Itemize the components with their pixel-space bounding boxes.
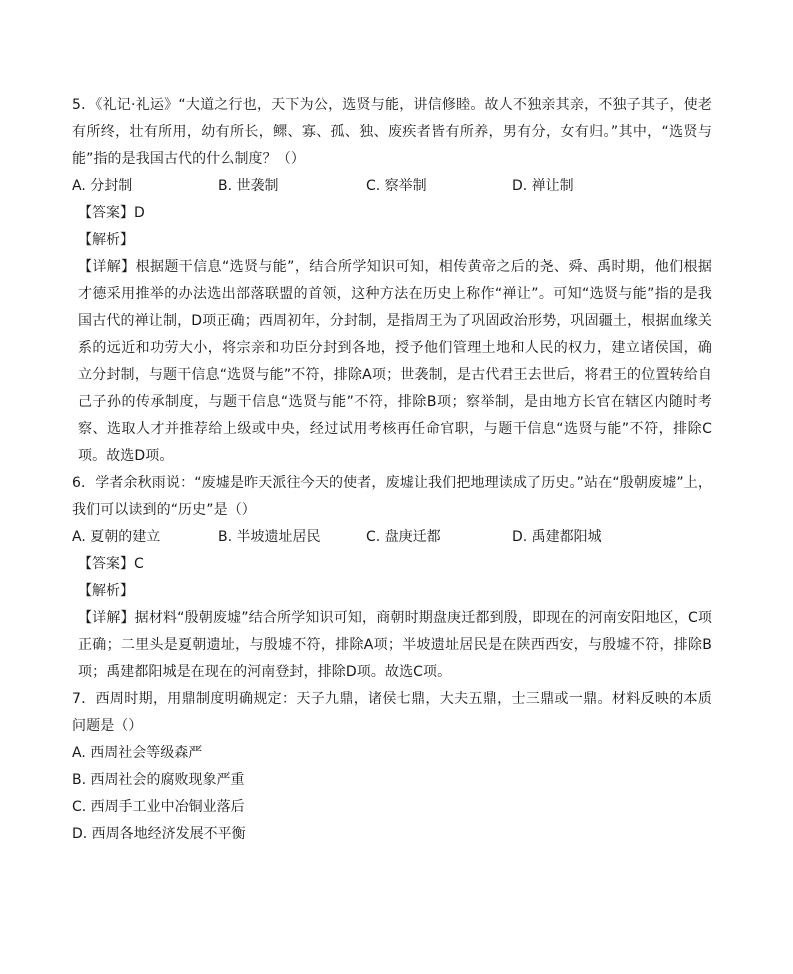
question-6-analysis-label: 【解析】 bbox=[78, 583, 134, 599]
question-5-option-a: A. 分封制 bbox=[72, 178, 133, 194]
question-7-option-c: C. 西周手工业中冶铜业落后 bbox=[72, 799, 245, 815]
question-5-analysis-label: 【解析】 bbox=[78, 232, 134, 248]
question-5-option-b: B. 世袭制 bbox=[218, 178, 279, 194]
question-6-stem: 6．学者余秋雨说：“废墟是昨天派往今天的使者，废墟让我们把地理读成了历史。”站在“殷朝废墟”上，我们可以读到的“历史”是（） bbox=[72, 475, 712, 518]
question-6-option-d: D. 禹建都阳城 bbox=[512, 529, 602, 545]
question-7-option-b: B. 西周社会的腐败现象严重 bbox=[72, 772, 245, 788]
question-5-option-d: D. 禅让制 bbox=[512, 178, 574, 194]
question-6-answer: 【答案】C bbox=[78, 556, 144, 572]
question-7-option-d: D. 西周各地经济发展不平衡 bbox=[72, 826, 246, 842]
question-6-detail: 【详解】据材料“殷朝废墟”结合所学知识可知，商朝时期盘庚迁都到殷，即现在的河南安阳地区，C项正确；二里头是夏朝遗址，与殷墟不符，排除A项；半坡遗址居民是在陕西西安，与殷墟不符，排除B项；禹建都阳城是在现在的河南登封，排除D项。故选C项。 bbox=[78, 610, 712, 680]
question-6-options bbox=[72, 524, 712, 551]
question-7-stem: 7．西周时期，用鼎制度明确规定：天子九鼎，诸侯七鼎，大夫五鼎，士三鼎或一鼎。材料反映的本质问题是（） bbox=[72, 691, 712, 734]
question-6-option-a: A. 夏朝的建立 bbox=[72, 529, 161, 545]
question-5-detail: 【详解】根据题干信息“选贤与能”，结合所学知识可知，相传黄帝之后的尧、舜、禹时期，他们根据才德采用推举的办法选出部落联盟的首领，这种方法在历史上称作“禅让”。可知“选贤与能”指的是我国古代的禅让制，D项正确；西周初年，分封制，是指周王为了巩固政治形势，巩固疆土，根据血缘关系的远近和功劳大小，将宗亲和功臣分封到各地，授予他们管理土地和人民的权力，建立诸侯国，确立分封制，与题干信息“选贤与能”不符，排除A项；世袭制，是古代君王去世后，将君王的位置转给自己子孙的传承制度，与题干信息“选贤与能”不符，排除B项；察举制，是由地方长官在辖区内随时考察、选取人才并推荐给上级或中央，经过试用考核再任命官职，与题干信息“选贤与能”不符，排除C项。故选D项。 bbox=[78, 259, 712, 464]
question-6-option-c: C. 盘庚迁都 bbox=[366, 529, 441, 545]
question-5-options bbox=[72, 173, 712, 200]
question-7-option-a: A. 西周社会等级森严 bbox=[72, 745, 203, 761]
question-5-stem: 5．《礼记·礼运》“大道之行也，天下为公，选贤与能，讲信修睦。故人不独亲其亲，不独子其子，使老有所终，壮有所用，幼有所长，鳏、寡、孤、独、废疾者皆有所养，男有分，女有归。”其中，“选贤与能”指的是我国古代的什么制度？（） bbox=[72, 97, 712, 167]
question-5-answer: 【答案】D bbox=[78, 205, 145, 221]
question-content bbox=[72, 92, 712, 848]
question-5-option-c: C. 察举制 bbox=[366, 178, 427, 194]
question-6-option-b: B. 半坡遗址居民 bbox=[218, 529, 321, 545]
